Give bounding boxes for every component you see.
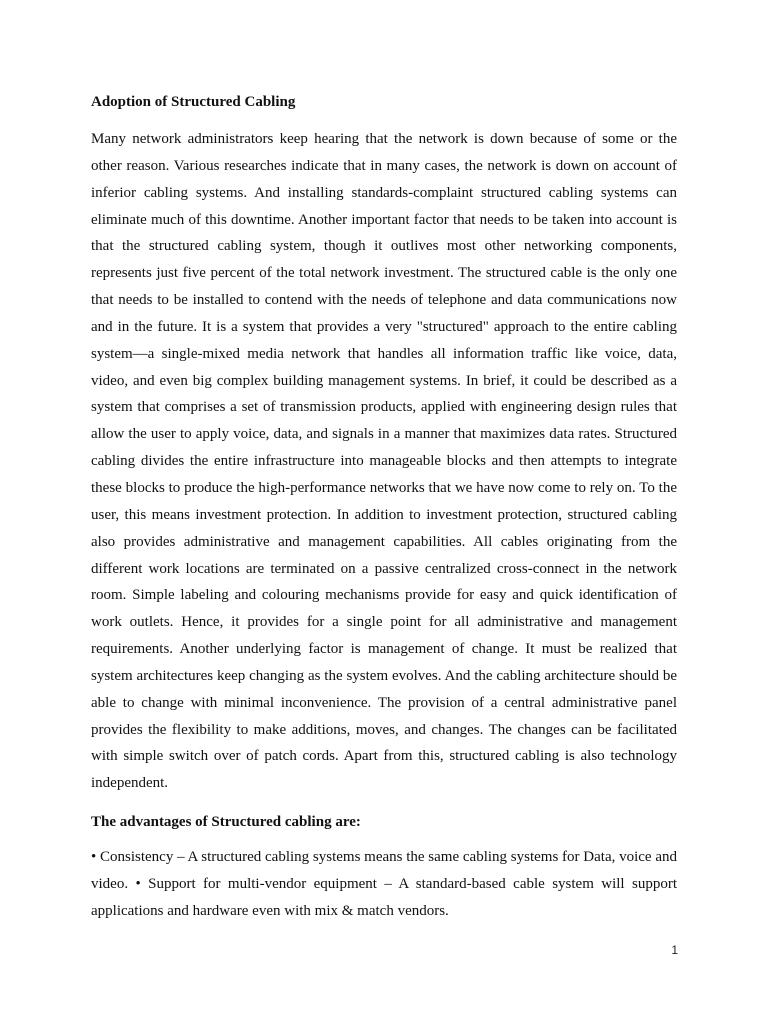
page-number: 1 — [671, 943, 678, 957]
body-paragraph-adoption: Many network administrators keep hearing that the network is down because of some or the other reason. Various researches indicate that in many cases, the network is down on account of inferior cabling systems. And installing standards-complaint structured cabling systems can eliminate much of this downtime. Another important factor that needs to be taken into account is that the structured cabling system, though it outlives most other networking components, represents just five percent of the total network investment. The structured cable is the only one that needs to be installed to contend with the needs of telephone and data communications now and in the future. It is a system that provides a very "structured" approach to the entire cabling system—a single-mixed media network that handles all information traffic like voice, data, video, and even big complex building management systems. In brief, it could be described as a system that comprises a set of transmission products, applied with engineering design rules that allow the user to apply voice, data, and signals in a manner that maximizes data rates. Structured cabling divides the entire infrastructure into manageable blocks and then attempts to integrate these blocks to produce the high-performance networks that we have now come to rely on. To the user, this means investment protection. In addition to investment protection, structured cabling also provides administrative and management capabilities. All cables originating from the different work locations are terminated on a passive centralized cross-connect in the network room. Simple labeling and colouring mechanisms provide for easy and quick identification of work outlets. Hence, it provides for a single point for all administrative and management requirements. Another underlying factor is management of change. It must be realized that system architectures keep changing as the system evolves. And the cabling architecture should be able to change with minimal inconvenience. The provision of a central administrative panel provides the flexibility to make additions, moves, and changes. The changes can be facilitated with simple switch over of patch cords. Apart from this, structured cabling is also technology independent. — [91, 131, 677, 792]
section-heading-advantages: The advantages of Structured cabling are: — [91, 814, 361, 831]
section-heading-adoption: Adoption of Structured Cabling — [91, 94, 296, 110]
document-body — [91, 91, 677, 925]
body-paragraph-advantages: • Consistency – A structured cabling systems means the same cabling systems for Data, voice and video. • Support for multi-vendor equipment – A standard-based cable system will support applications and hardware even with mix & match vendors. — [91, 849, 677, 919]
